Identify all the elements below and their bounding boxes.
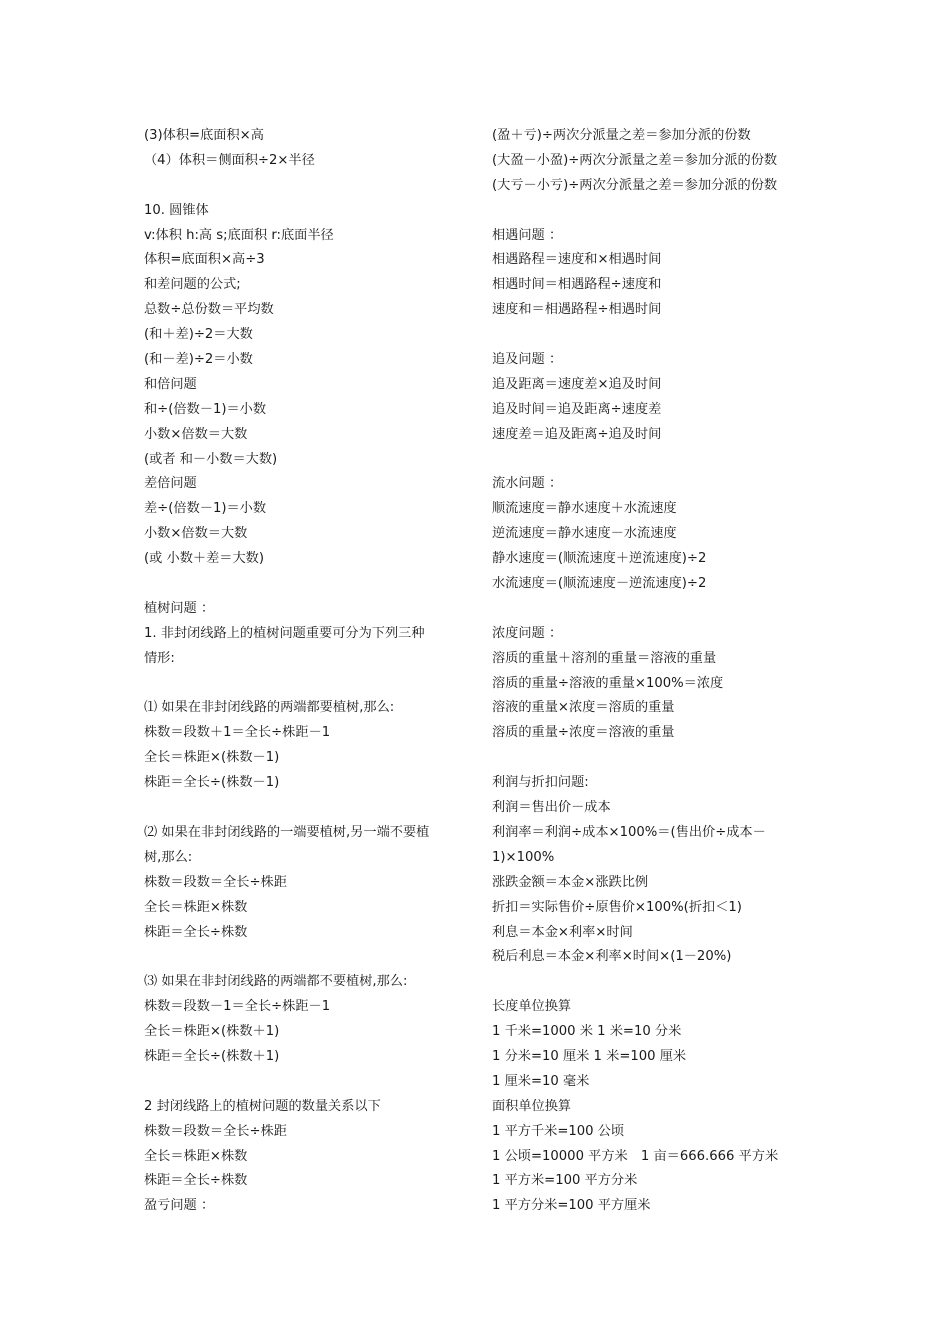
text-line: 全长＝株距×株数 xyxy=(144,899,248,915)
blank-line xyxy=(492,970,822,995)
text-line: 追及时间＝追及距离÷速度差 xyxy=(492,401,662,417)
text-line: 株距＝全长÷株数 xyxy=(144,1173,248,1189)
text-line: 小数×倍数＝大数 xyxy=(144,426,248,442)
text-line: 总数÷总份数＝平均数 xyxy=(144,302,274,318)
text-line: 溶质的重量÷溶液的重量×100%＝浓度 xyxy=(492,675,724,691)
text-line: 相遇路程＝速度和×相遇时间 xyxy=(492,252,662,268)
text-line: 1 厘米=10 毫米 xyxy=(492,1073,590,1089)
text-line: 1 平方分米=100 平方厘米 xyxy=(492,1198,651,1214)
blank-line xyxy=(144,796,474,821)
text-line: 小数×倍数＝大数 xyxy=(144,526,248,542)
text-line: (大亏－小亏)÷两次分派量之差＝参加分派的份数 xyxy=(492,177,778,193)
text-line: 1 平方米=100 平方分米 xyxy=(492,1173,638,1189)
text-line: 溶液的重量×浓度＝溶质的重量 xyxy=(492,700,675,716)
text-line: 和÷(倍数－1)＝小数 xyxy=(144,401,267,417)
blank-line xyxy=(144,672,474,697)
text-line: 利润与折扣问题: xyxy=(492,775,589,791)
text-line: 面积单位换算 xyxy=(492,1098,572,1114)
text-line: 1 千米=1000 米 1 米=10 分米 xyxy=(492,1024,682,1040)
text-line: 情形: xyxy=(144,650,175,666)
left-column xyxy=(144,124,474,1219)
text-line: 水流速度＝(顺流速度－逆流速度)÷2 xyxy=(492,576,707,592)
text-line: 相遇问题 ： xyxy=(492,227,563,243)
text-line: 静水速度＝(顺流速度＋逆流速度)÷2 xyxy=(492,551,707,567)
text-line: (和＋差)÷2＝大数 xyxy=(144,327,253,343)
text-line: 追及问题 ： xyxy=(492,352,563,368)
text-line: 树,那么: xyxy=(144,849,193,865)
text-line: 利润＝售出价－成本 xyxy=(492,800,611,816)
text-line: 追及距离＝速度差×追及时间 xyxy=(492,376,662,392)
blank-line xyxy=(144,945,474,970)
text-line: ⑵ 如果在非封闭线路的一端要植树,另一端不要植 xyxy=(144,824,430,840)
text-line: 盈亏问题 ： xyxy=(144,1198,215,1214)
text-line: 浓度问题 ： xyxy=(492,625,563,641)
text-line: 逆流速度＝静水速度－水流速度 xyxy=(492,526,677,542)
text-line: 株数＝段数＝全长÷株距 xyxy=(144,1123,287,1139)
text-line: 折扣＝实际售价÷原售价×100%(折扣＜1) xyxy=(492,899,742,915)
text-line: 1 分米=10 厘米 1 米=100 厘米 xyxy=(492,1048,687,1064)
text-line: 株距＝全长÷(株数－1) xyxy=(144,775,280,791)
text-line: 差÷(倍数－1)＝小数 xyxy=(144,501,267,517)
text-line: ⑴ 如果在非封闭线路的两端都要植树,那么: xyxy=(144,700,395,716)
text-line: 全长＝株距×(株数－1) xyxy=(144,750,280,766)
blank-line xyxy=(144,1070,474,1095)
right-column xyxy=(492,124,822,1219)
text-line: (盈＋亏)÷两次分派量之差＝参加分派的份数 xyxy=(492,128,751,143)
text-line: 1 平方千米=100 公顷 xyxy=(492,1123,625,1139)
text-line: 税后利息＝本金×利率×时间×(1－20%) xyxy=(492,949,732,965)
text-line: (3)体积=底面积×高 xyxy=(144,128,264,143)
text-line: 2 封闭线路上的植树问题的数量关系以下 xyxy=(144,1098,381,1114)
text-line: 10. 圆锥体 xyxy=(144,202,209,218)
text-line: 利润率＝利润÷成本×100%＝(售出价÷成本－ xyxy=(492,824,766,840)
text-line: 相遇时间＝相遇路程÷速度和 xyxy=(492,277,662,293)
text-line: 利息＝本金×利率×时间 xyxy=(492,924,633,940)
text-line: 植树问题 ： xyxy=(144,600,215,616)
text-line: (或者 和－小数＝大数) xyxy=(144,451,278,467)
text-line: 溶质的重量÷浓度＝溶液的重量 xyxy=(492,725,675,741)
text-line: 速度和＝相遇路程÷相遇时间 xyxy=(492,302,662,318)
blank-line xyxy=(492,199,822,224)
text-line: v:体积 h:高 s;底面积 r:底面半径 xyxy=(144,227,334,243)
text-line: 株距＝全长÷株数 xyxy=(144,924,248,940)
blank-line xyxy=(492,597,822,622)
text-line: 1. 非封闭线路上的植树问题重要可分为下列三种 xyxy=(144,625,425,641)
text-line: 全长＝株距×株数 xyxy=(144,1148,248,1164)
text-line: 株距＝全长÷(株数＋1) xyxy=(144,1048,280,1064)
text-line: 和差问题的公式; xyxy=(144,277,241,293)
text-line: (和－差)÷2＝小数 xyxy=(144,352,253,368)
text-line: (大盈－小盈)÷两次分派量之差＝参加分派的份数 xyxy=(492,152,778,168)
text-line: 1 公顷=10000 平方米 1 亩＝666.666 平方米 xyxy=(492,1148,779,1164)
text-line: 涨跌金额＝本金×涨跌比例 xyxy=(492,874,649,890)
text-line: 速度差＝追及距离÷追及时间 xyxy=(492,426,662,442)
text-line: （4）体积＝侧面积÷2×半径 xyxy=(144,152,315,168)
text-line: 株数＝段数＋1＝全长÷株距－1 xyxy=(144,725,331,741)
text-line: 体积=底面积×高÷3 xyxy=(144,252,265,268)
text-line: 长度单位换算 xyxy=(492,999,572,1015)
blank-line xyxy=(144,174,474,199)
text-line: 顺流速度＝静水速度＋水流速度 xyxy=(492,501,677,517)
text-line: 流水问题 ： xyxy=(492,476,563,492)
blank-line xyxy=(144,572,474,597)
text-line: 株数＝段数＝全长÷株距 xyxy=(144,874,287,890)
text-line: ⑶ 如果在非封闭线路的两端都不要植树,那么: xyxy=(144,974,408,990)
blank-line xyxy=(492,448,822,473)
text-line: 1)×100% xyxy=(492,849,555,865)
text-line: 差倍问题 xyxy=(144,476,197,492)
text-line: 全长＝株距×(株数＋1) xyxy=(144,1024,280,1040)
text-line: 溶质的重量＋溶剂的重量＝溶液的重量 xyxy=(492,650,717,666)
blank-line xyxy=(492,746,822,771)
blank-line xyxy=(492,323,822,348)
text-line: 和倍问题 xyxy=(144,376,197,392)
text-line: (或 小数＋差＝大数) xyxy=(144,551,264,567)
text-line: 株数＝段数－1＝全长÷株距－1 xyxy=(144,999,331,1015)
